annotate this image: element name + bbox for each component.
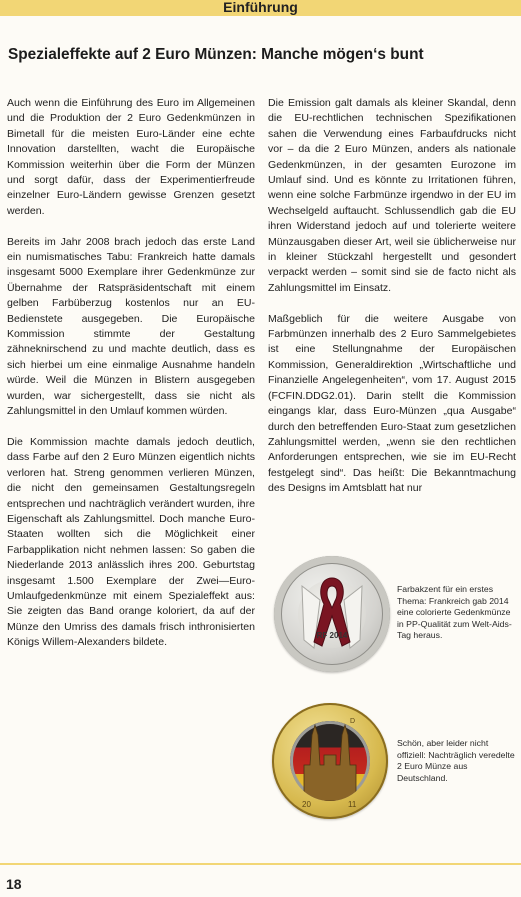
coin-year-left: 20 — [302, 800, 311, 809]
ribbon-icon — [274, 556, 390, 672]
article-headline: Spezialeffekte auf 2 Euro Münzen: Manche mögen‘s bunt — [8, 46, 424, 63]
figure-caption: Farbakzent für ein erstes Thema: Frankreich gab 2014 eine colorierte Gedenkmünze in PP-Qualität zum Welt-Aids-Tag heraus. — [397, 584, 512, 641]
paragraph: Bereits im Jahr 2008 brach jedoch das erste Land ein numismatisches Tabu: Frankreich hatte damals insgesamt 5000 Exemplare ihrer Gedenkmünze zur Übernahme der Ratspräsidentschaft mit einem gelben Farbüberzug kostenlos nur an EU-Bedienstete ausgegeben. Die Europäische Kommission stimmte der Gestaltung zähneknirschend zu und machte deutlich, dass es sich hierbei um eine einmalige Ausnahme handeln würde. Weil die Münzen in Blistern ausgegeben wurden, war sichergestellt, dass sie nicht als Zahlungsmittel in den Umlauf kommen würden. — [7, 235, 255, 418]
coin-year-right: 11 — [348, 800, 357, 809]
section-title: Einführung — [223, 0, 298, 15]
paragraph: Maßgeblich für die weitere Ausgabe von Farbmünzen innerhalb des 2 Euro Sammelgebietes ist eine Stellungnahme der Europäischen Kommission, Generaldirektion „Wirtschaftliche und Finanzielle Angelegenheiten“, vom 17. August 2015 (FCFIN.DDG2.01). Darin stellt die Kommission eingangs klar, dass Euro-Münzen „qua Ausgabe“ durch den betreffenden Euro-Staat zum gesetzlichen Zahlungsmittel werden, „wenn sie den rechtlichen Anforderungen entsprechen, wie sie im EU-Recht festgelegt sind“. Das heißt: Die Bekanntmachung des Designs im Amtsblatt hat nur — [268, 312, 516, 495]
page-number: 18 — [6, 876, 22, 892]
paragraph: Die Kommission machte damals jedoch deutlich, dass Farbe auf den 2 Euro Münzen eigentlich nichts verloren hat. Streng genommen verlieren Münzen, die nicht den gemeinsamen Gestaltungsregeln entsprechen und nachträglich verändert wurden, ihre Eigenschaft als Zahlungsmittel. Doch manche Euro-Staaten wollten sich die Möglichkeit einer Farbapplikation nicht nehmen lassen: So gaben die Niederlande 2013 anlässlich ihres 200. Geburtstag insgesamt 1.500 Exemplare der Zwei—Euro-Umlaufgedenkmünze mit einem Spezialeffekt aus: Sie zeigten das Band orange koloriert, da auf der Münze den Umriss des damals frisch inthronisierten Königs Willem-Alexanders bildete. — [7, 435, 255, 649]
paragraph: Auch wenn die Einführung des Euro im Allgemeinen und die Produktion der 2 Euro Gedenkmünzen in Bimetall für die meisten Euro-Länder eine echte Innovation darstellten, wacht die Europäische Kommission weiterhin über die Form der Münzen und sorgt dafür, dass der Experimentierfreude einzelner Euro-Ländern gewisse Grenzen gesetzt werden. — [7, 97, 255, 217]
coin-image-france-aids — [274, 556, 390, 672]
article-right-column — [268, 96, 516, 512]
footer-rule — [0, 863, 521, 865]
coin-inscription: RF 2014 — [316, 631, 348, 640]
coin-mint-mark: D — [350, 718, 356, 725]
paragraph: Die Emission galt damals als kleiner Skandal, denn die EU-rechtlichen technischen Spezifikationen sahen die Verwendung eines Farbaufdrucks nicht vor – da die 2 Euro Münzen, anders als nationale Gedenkmünzen, in der gesamten Eurozone im Umlauf sind. Und es könnte zu Irritationen führen, wenn eine solche Farbmünze irgendwo in der EU im Wechselgeld auftaucht. Schlussendlich gab die EU ihren Widerstand jedoch auf und tolerierte weitere Münzausgaben dieser Art, weil sie üblicherweise nur in kleiner Stückzahl hergestellt und gesondert verpackt werden – somit sind sie de facto nicht als Zahlungsmittel im Einsatz. — [268, 97, 516, 294]
coin-image-germany-colored — [272, 703, 388, 819]
article-left-column — [7, 96, 255, 666]
figure-caption: Schön, aber leider nicht offiziell: Nachträglich veredelte 2 Euro Münze aus Deutschland. — [397, 738, 515, 783]
coin-ring-inscription — [272, 703, 388, 819]
